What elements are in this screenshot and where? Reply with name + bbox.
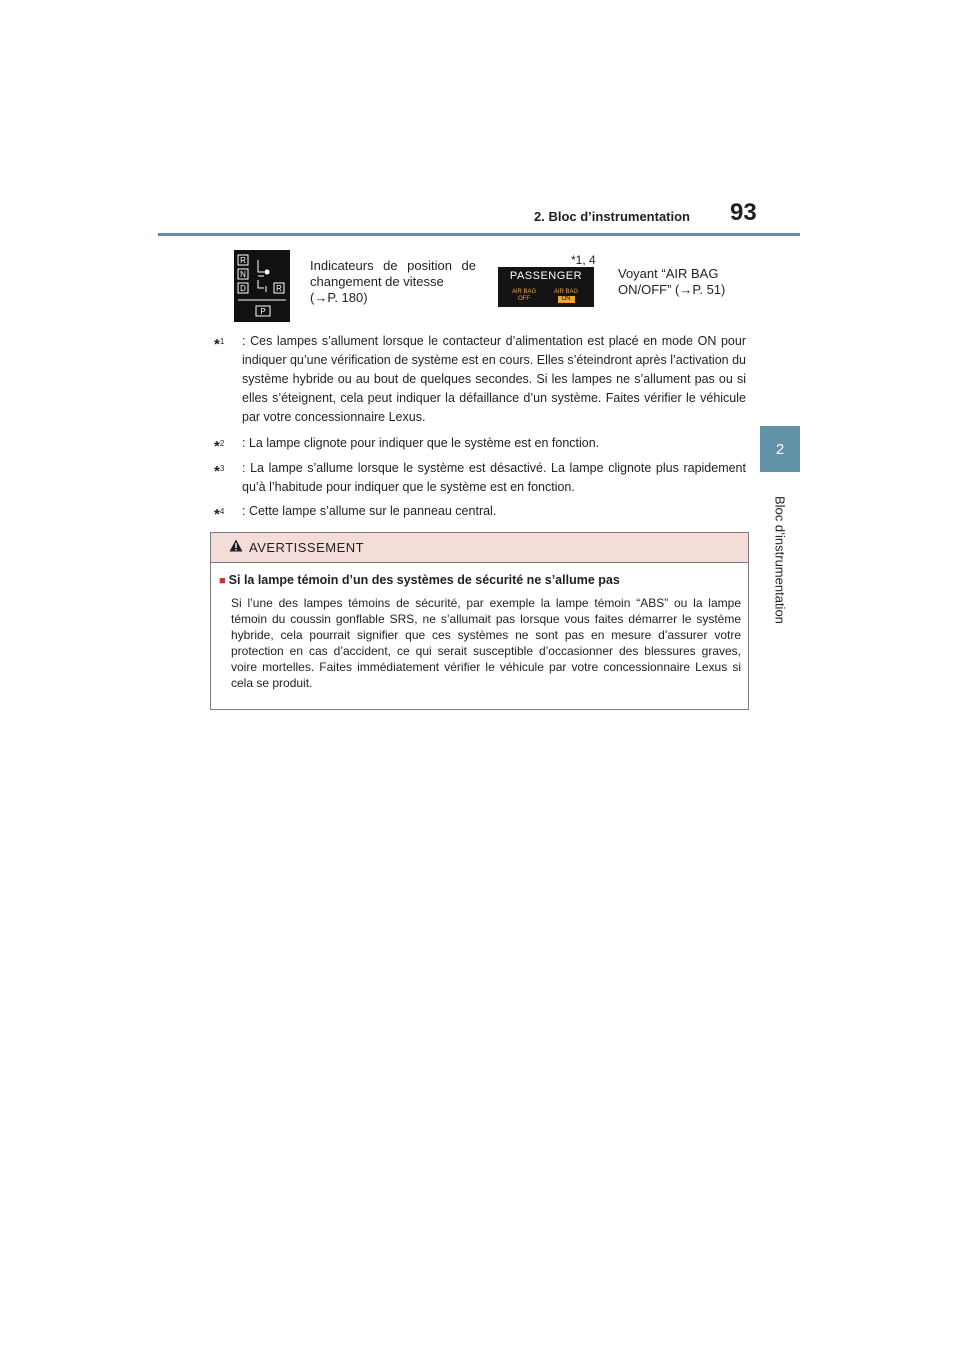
airbag-indicator-line1: Voyant “AIR BAG: [618, 266, 719, 281]
airbag-footnote-ref: *1, 4: [571, 253, 596, 267]
airbag-indicator-page-ref[interactable]: ON/OFF” (→P. 51): [618, 282, 726, 297]
warning-title: AVERTISSEMENT: [249, 540, 365, 555]
warning-triangle-icon: [229, 539, 243, 557]
footnote-2: [214, 434, 746, 456]
footnote-marker: *$^3$: [214, 463, 225, 481]
shift-letter-r: R: [240, 256, 246, 265]
footnote-1: [214, 332, 746, 427]
warning-body: Si l’une des lampes témoins de sécurité, par exemple la lampe témoin “ABS” ou la lampe témoin du coussin gonflable SRS, ne s’allumait pas lorsque vous faites démarrer le système hybride, cela pourrait signifier que ces systèmes ne sont pas en mesure d’assurer votre protection en cas d’accident, ce qui serait susceptible d’occasionner des blessures graves, voire mortelles. Faites immédiatement vérifier le véhicule par votre concessionnaire Lexus si cela se produit.: [231, 596, 741, 690]
shift-position-indicator-icon: [234, 250, 290, 322]
shift-indicator-page-ref[interactable]: (→P. 180): [310, 290, 368, 305]
chapter-tab[interactable]: [760, 426, 800, 472]
warning-header: [211, 533, 748, 563]
chapter-side-title: [760, 480, 800, 640]
footnote-3: [214, 459, 746, 497]
shift-letter-p: P: [260, 307, 266, 316]
footnote-marker: *$^4$: [214, 506, 225, 524]
airbag-on-label: [552, 289, 580, 303]
footnote-text: : La lampe clignote pour indiquer que le système est en fonction.: [242, 436, 600, 450]
airbag-off-bottom: OFF: [518, 296, 530, 302]
shift-letter-d: D: [240, 284, 246, 293]
airbag-off-top: AIR BAG: [511, 289, 537, 295]
shift-indicator-description: [310, 258, 476, 306]
shift-indicator-line1: Indicateurs de position de: [310, 258, 476, 273]
page-number: 93: [730, 199, 757, 226]
header-rule: [158, 233, 800, 236]
passenger-airbag-indicator-icon: [498, 267, 594, 307]
shift-letter-n: N: [240, 270, 246, 279]
passenger-label: PASSENGER: [509, 270, 583, 282]
footnote-text: : Cette lampe s’allume sur le panneau central.: [242, 504, 497, 518]
footnote-text: : La lampe s’allume lorsque le système est désactivé. La lampe clignote plus rapidement qu’à l’habitude pour indiquer que le système est en fonction.: [242, 461, 746, 494]
footnote-marker: *$^1$: [214, 336, 225, 354]
footnote-4: [214, 502, 746, 524]
airbag-off-label: [510, 289, 538, 303]
airbag-indicator-description: [618, 266, 748, 298]
shift-letter-b: R: [276, 284, 282, 293]
warning-subtitle: [219, 573, 620, 587]
warning-subtitle-text: Si la lampe témoin d’un des systèmes de sécurité ne s’allume pas: [228, 573, 620, 587]
square-bullet-icon: ■: [219, 575, 226, 587]
chapter-title: Bloc d’instrumentation: [772, 496, 788, 624]
section-title: 2. Bloc d’instrumentation: [533, 209, 690, 224]
warning-box: [210, 532, 749, 710]
airbag-on-badge: ON: [558, 296, 575, 303]
chapter-number: 2: [775, 440, 785, 458]
airbag-on-top: AIR BAG: [553, 289, 579, 295]
footnote-marker: *$^2$: [214, 438, 225, 456]
shift-indicator-line2: changement de vitesse: [310, 274, 444, 289]
footnote-text: : Ces lampes s’allument lorsque le contacteur d’alimentation est placé en mode ON pour indiquer qu’une vérification de système est en cours. Elles s’éteindront après l’activation du système hybride ou au bout de quelques secondes. Si les lampes ne s’allument pas ou si elles s’éteignent, cela peut indiquer la défaillance d’un système. Faites vérifier le véhicule par votre concessionnaire Lexus.: [242, 334, 746, 424]
